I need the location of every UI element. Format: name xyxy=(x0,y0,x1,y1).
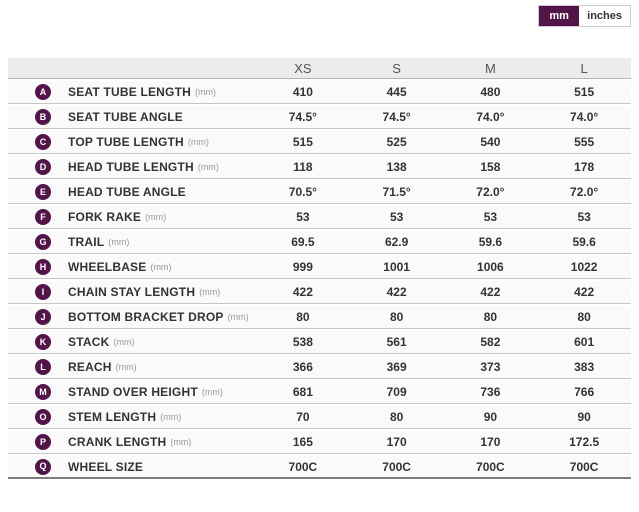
row-letter-badge: A xyxy=(35,84,51,100)
row-letter-badge: F xyxy=(35,209,51,225)
column-header-l: L xyxy=(580,60,588,76)
row-value-xs: 165 xyxy=(292,435,313,449)
row-unit-label: (mm) xyxy=(199,287,221,297)
row-unit-label: (mm) xyxy=(115,362,137,372)
table-row xyxy=(8,106,631,129)
row-unit-label: (mm) xyxy=(113,337,135,347)
row-unit-label: (mm) xyxy=(150,262,172,272)
row-letter-badge: C xyxy=(35,134,51,150)
row-value-m: 736 xyxy=(480,385,501,399)
column-header-m: M xyxy=(484,60,496,76)
row-value-s: 62.9 xyxy=(384,235,409,249)
row-letter-badge: G xyxy=(35,234,51,250)
row-value-l: 90 xyxy=(577,410,591,424)
row-label: STACK xyxy=(68,335,110,349)
table-row xyxy=(8,256,631,279)
row-value-l: 555 xyxy=(574,135,595,149)
row-letter-badge: K xyxy=(35,334,51,350)
row-value-l: 74.0° xyxy=(570,110,599,124)
row-label-cell xyxy=(8,209,256,225)
row-value-s: 422 xyxy=(386,285,407,299)
row-unit-label: (mm) xyxy=(170,437,192,447)
row-value-m: 700C xyxy=(476,459,505,474)
row-value-s: 80 xyxy=(389,410,404,424)
table-header-row xyxy=(8,58,631,79)
row-value-m: 1006 xyxy=(477,260,504,274)
row-label: WHEELBASE xyxy=(68,260,147,274)
table-row xyxy=(8,406,631,429)
row-value-s: 53 xyxy=(389,210,404,224)
row-value-s: 445 xyxy=(386,85,407,99)
row-label: SEAT TUBE LENGTH xyxy=(68,85,191,99)
row-value-xs: 515 xyxy=(292,135,313,149)
row-value-m: 80 xyxy=(483,310,498,324)
row-value-xs: 70.5° xyxy=(288,185,317,199)
table-row xyxy=(8,281,631,304)
units-toggle xyxy=(538,5,631,27)
row-value-l: 601 xyxy=(574,335,595,349)
row-unit-label: (mm) xyxy=(187,137,209,147)
row-label-cell xyxy=(8,159,256,175)
row-value-xs: 53 xyxy=(296,210,310,224)
row-label-cell xyxy=(8,109,256,125)
row-label: WHEEL SIZE xyxy=(68,459,144,474)
row-value-s: 700C xyxy=(382,459,411,474)
row-value-xs: 538 xyxy=(292,335,313,349)
row-value-l: 178 xyxy=(574,160,595,174)
row-unit-label: (mm) xyxy=(160,412,182,422)
row-label: BOTTOM BRACKET DROP xyxy=(68,310,224,324)
row-value-xs: 69.5 xyxy=(291,235,315,249)
units-toggle-mm[interactable]: mm xyxy=(539,6,579,26)
row-value-xs: 118 xyxy=(293,160,313,174)
row-value-s: 525 xyxy=(386,135,407,149)
row-value-m: 74.0° xyxy=(476,110,505,124)
column-header-xs: XS xyxy=(294,60,312,76)
row-label-cell xyxy=(8,84,256,100)
table-row xyxy=(8,131,631,154)
row-label-cell xyxy=(8,359,256,375)
row-letter-badge: H xyxy=(35,259,51,275)
row-value-l: 515 xyxy=(574,85,595,99)
table-body xyxy=(8,81,631,479)
row-value-xs: 70 xyxy=(296,410,310,424)
row-value-m: 422 xyxy=(480,285,501,299)
row-value-xs: 74.5° xyxy=(288,110,317,124)
row-value-l: 80 xyxy=(577,310,591,324)
row-letter-badge: P xyxy=(35,434,51,450)
row-label-cell xyxy=(8,134,256,150)
row-value-xs: 999 xyxy=(292,260,313,274)
units-toggle-inches[interactable]: inches xyxy=(579,6,630,26)
table-row xyxy=(8,81,631,104)
row-value-m: 53 xyxy=(483,210,498,224)
row-value-m: 90 xyxy=(483,410,498,424)
geometry-table xyxy=(8,58,631,479)
row-value-xs: 422 xyxy=(292,285,313,299)
row-value-xs: 410 xyxy=(292,85,313,99)
row-label: STEM LENGTH xyxy=(68,410,157,424)
row-value-xs: 80 xyxy=(296,310,310,324)
row-label: TRAIL xyxy=(68,235,105,249)
row-value-xs: 700C xyxy=(288,459,318,474)
row-value-l: 422 xyxy=(574,285,595,299)
row-value-m: 72.0° xyxy=(476,185,505,199)
row-label-cell xyxy=(8,334,256,350)
row-value-l: 1022 xyxy=(570,260,598,274)
row-letter-badge: Q xyxy=(35,459,51,475)
row-letter-badge: O xyxy=(35,409,51,425)
row-label-cell xyxy=(8,384,256,400)
row-value-l: 383 xyxy=(574,360,595,374)
row-value-l: 766 xyxy=(574,385,595,399)
table-row xyxy=(8,206,631,229)
row-value-m: 582 xyxy=(480,335,501,349)
table-row xyxy=(8,231,631,254)
row-label: REACH xyxy=(68,360,112,374)
row-value-xs: 681 xyxy=(292,385,313,399)
row-value-s: 369 xyxy=(386,360,407,374)
table-row xyxy=(8,456,631,479)
row-label-cell xyxy=(8,459,256,475)
row-value-l: 53 xyxy=(577,210,591,224)
row-label: SEAT TUBE ANGLE xyxy=(68,110,184,124)
row-value-s: 138 xyxy=(386,160,407,174)
row-letter-badge: J xyxy=(35,309,51,325)
row-label-cell xyxy=(8,409,256,425)
row-value-s: 71.5° xyxy=(382,185,411,199)
row-label-cell xyxy=(8,284,256,300)
row-unit-label: (mm) xyxy=(194,87,216,97)
row-letter-badge: E xyxy=(35,184,51,200)
row-label: CRANK LENGTH xyxy=(68,435,167,449)
table-row xyxy=(8,356,631,379)
row-value-s: 1001 xyxy=(383,260,410,274)
table-row xyxy=(8,181,631,204)
row-label: FORK RAKE xyxy=(68,210,142,224)
column-header-s: S xyxy=(392,60,401,76)
row-label: CHAIN STAY LENGTH xyxy=(68,285,196,299)
row-letter-badge: L xyxy=(35,359,51,375)
row-value-m: 158 xyxy=(480,160,501,174)
row-label-cell xyxy=(8,434,256,450)
row-label-cell xyxy=(8,234,256,250)
table-row xyxy=(8,431,631,454)
row-value-m: 59.6 xyxy=(478,235,503,249)
row-letter-badge: B xyxy=(35,109,51,125)
row-letter-badge: I xyxy=(35,284,51,300)
row-unit-label: (mm) xyxy=(197,162,219,172)
table-row xyxy=(8,156,631,179)
row-value-s: 80 xyxy=(389,310,404,324)
row-value-s: 74.5° xyxy=(382,110,411,124)
row-label: HEAD TUBE LENGTH xyxy=(68,160,194,174)
row-value-xs: 366 xyxy=(292,360,313,374)
row-value-m: 540 xyxy=(480,135,501,149)
row-label: HEAD TUBE ANGLE xyxy=(68,185,186,199)
row-value-s: 170 xyxy=(386,435,407,449)
table-row xyxy=(8,381,631,404)
table-row xyxy=(8,331,631,354)
row-value-l: 72.0° xyxy=(570,185,599,199)
row-value-m: 170 xyxy=(480,435,501,449)
row-label-cell xyxy=(8,309,256,325)
row-label: STAND OVER HEIGHT xyxy=(68,385,198,399)
row-unit-label: (mm) xyxy=(201,387,223,397)
row-letter-badge: D xyxy=(35,159,51,175)
row-value-m: 373 xyxy=(480,360,501,374)
row-value-m: 480 xyxy=(480,85,501,99)
row-unit-label: (mm) xyxy=(145,212,167,222)
table-row xyxy=(8,306,631,329)
row-value-s: 561 xyxy=(386,335,407,349)
row-letter-badge: M xyxy=(35,384,51,400)
row-label-cell xyxy=(8,259,256,275)
row-value-s: 709 xyxy=(386,385,407,399)
row-value-l: 172.5 xyxy=(569,435,600,449)
row-label: TOP TUBE LENGTH xyxy=(68,135,184,149)
row-unit-label: (mm) xyxy=(108,237,130,247)
row-value-l: 700C xyxy=(569,459,599,474)
row-value-l: 59.6 xyxy=(572,235,596,249)
row-label-cell xyxy=(8,184,256,200)
row-unit-label: (mm) xyxy=(227,312,249,322)
